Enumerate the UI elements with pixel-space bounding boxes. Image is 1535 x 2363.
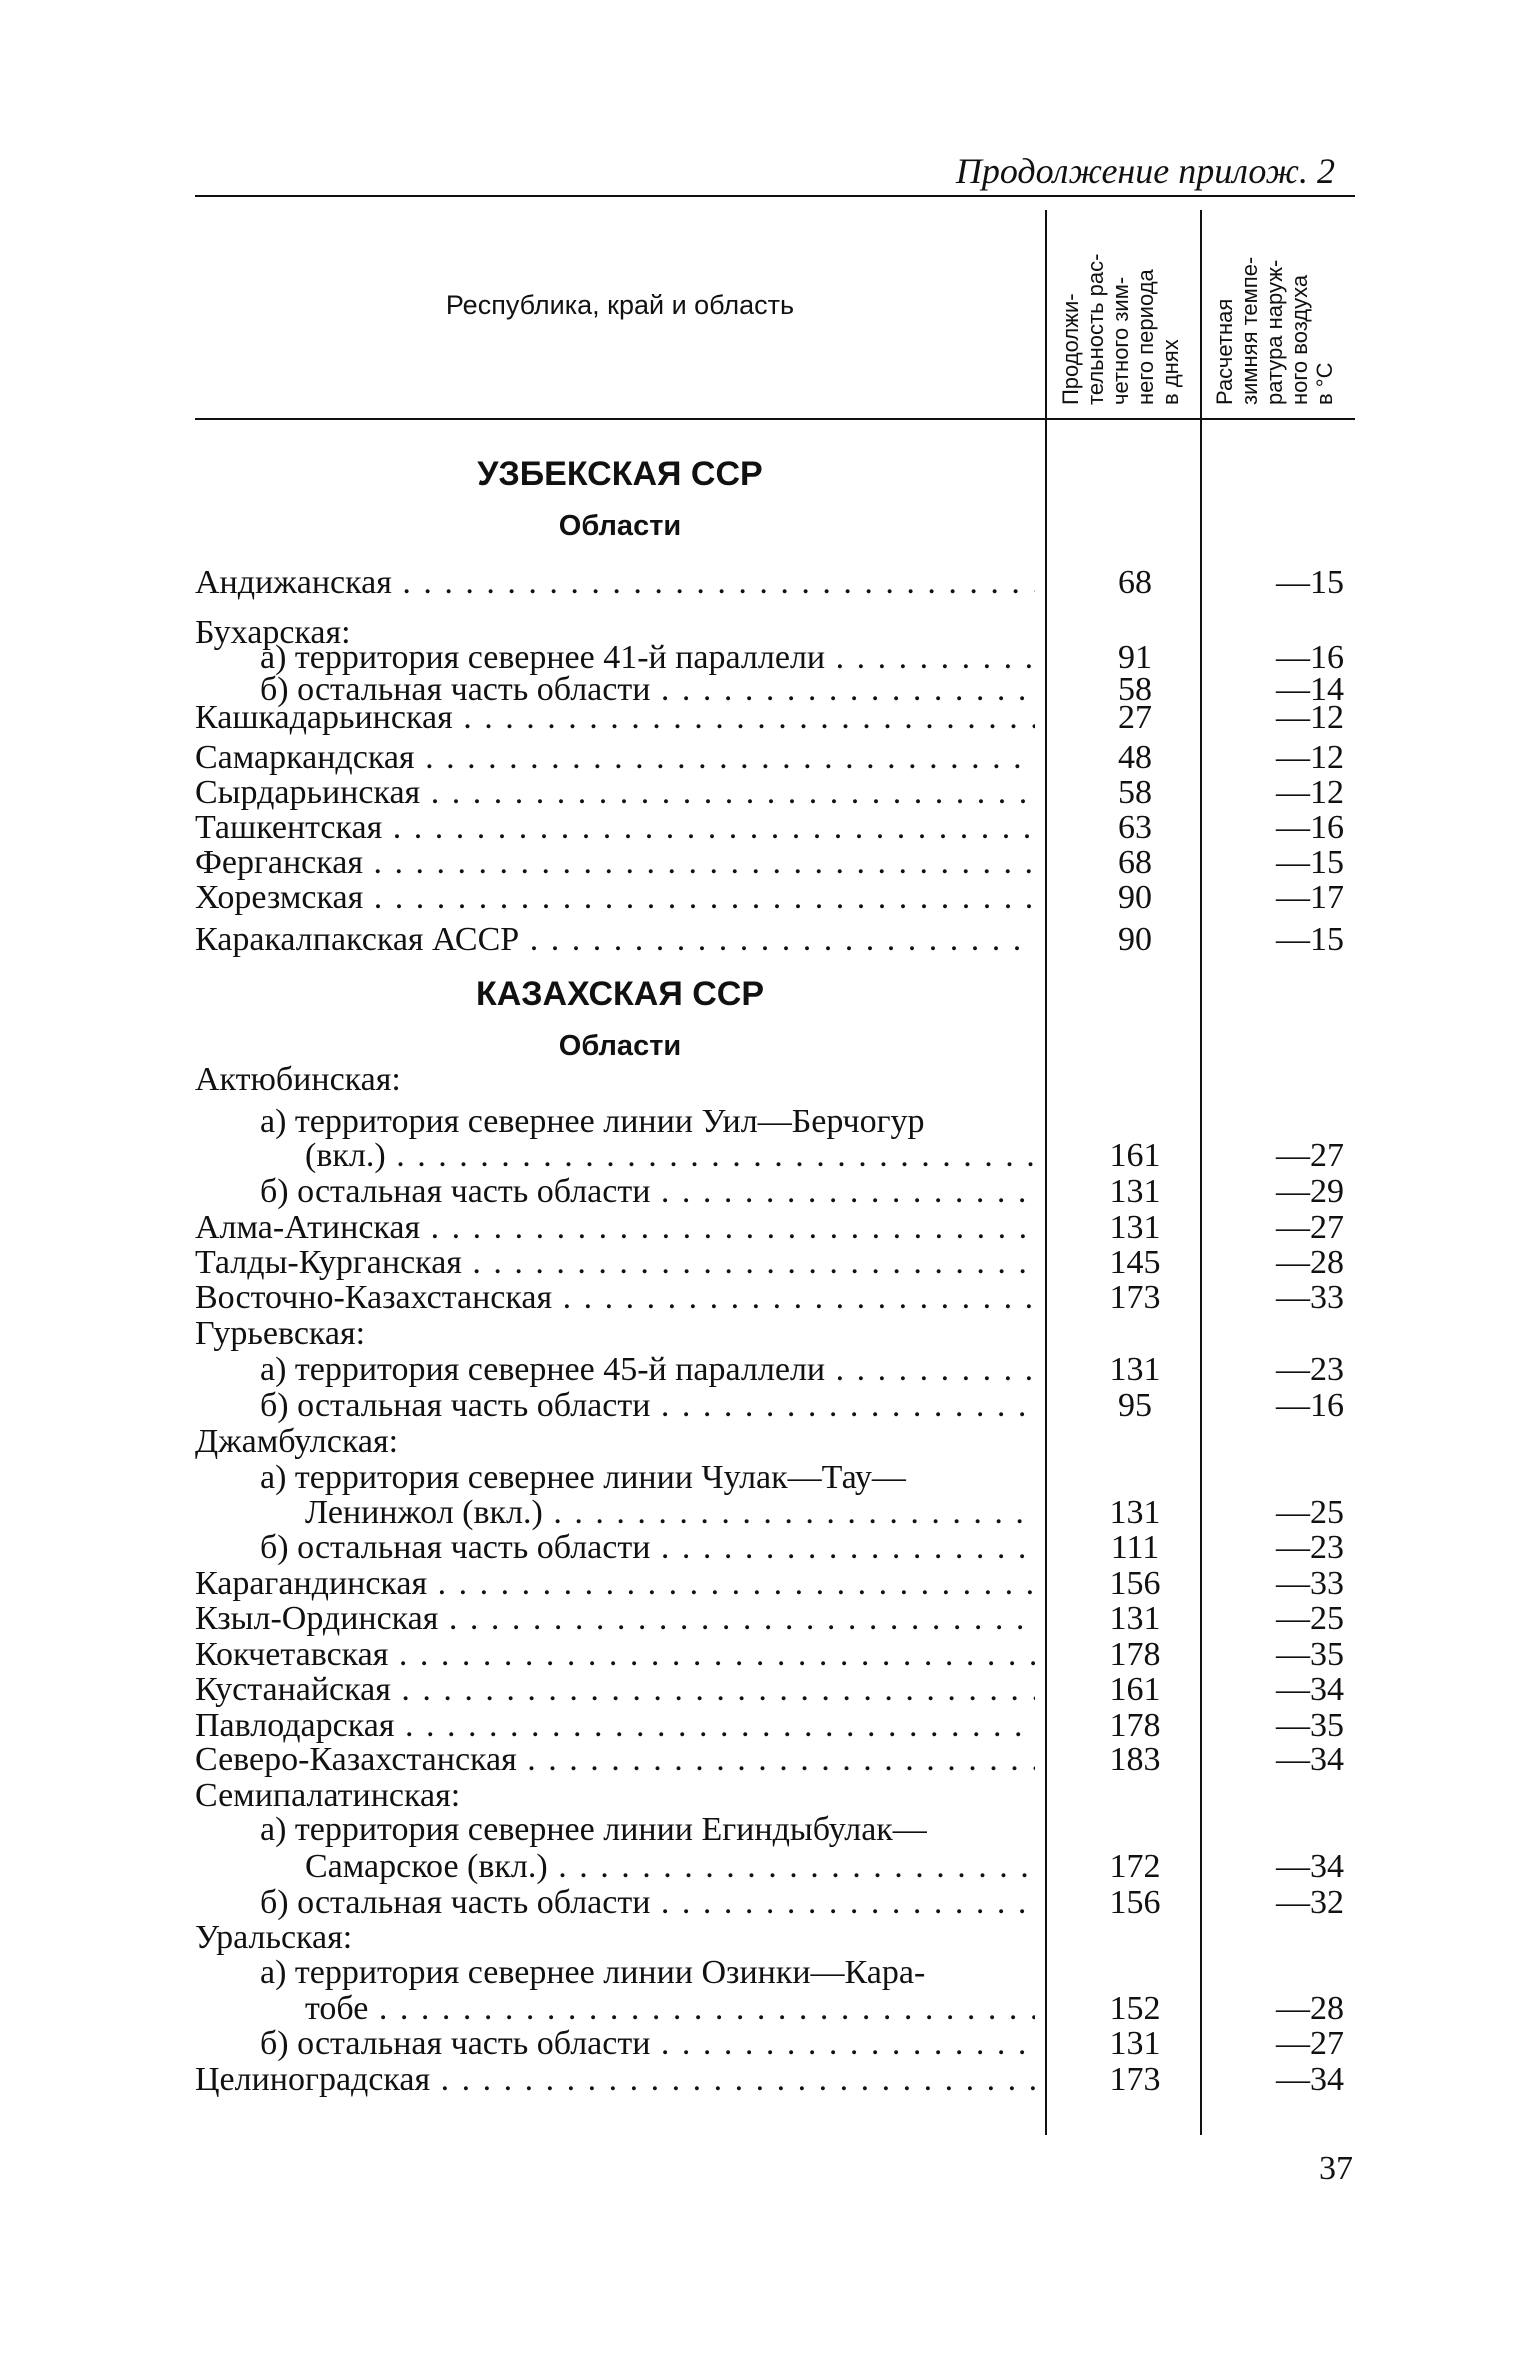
row-label: Ташкентская . . . [195,810,1035,846]
row-days: 173 [1109,2061,1161,2098]
row-temperature: —29 [1276,1173,1344,1210]
row-days: 156 [1109,1565,1161,1602]
region-column-header: Республика, край и область [445,290,795,320]
row-temperature: —27 [1276,1209,1344,1246]
row-days: 161 [1109,1671,1161,1708]
section-title-kazakh: КАЗАХСКАЯ ССР [475,975,765,1013]
row-label: б) остальная часть области . . . [260,2026,1035,2062]
row-days: 131 [1109,1351,1161,1388]
table-row: Джамбулская: [195,1423,399,1460]
row-label: Восточно-Казахстанская . . . [195,1280,1035,1316]
row-label: Андижанская . . . [195,565,1035,601]
table-row: а) территория севернее линии Егиндыбулак— [260,1811,927,1848]
row-days: 27 [1118,699,1152,736]
row-temperature: —25 [1276,1494,1344,1531]
table-row [195,1601,1345,1637]
table-row [195,845,1345,881]
row-temperature: —34 [1276,1671,1344,1708]
table-row: Семипалатинская: [195,1777,461,1814]
row-days: 58 [1118,774,1152,811]
row-label: Целиноградская . . . [195,2062,1035,2098]
table-row [195,1530,1345,1566]
row-temperature: —12 [1276,699,1344,736]
table-row [195,1672,1345,1708]
table-row [195,1245,1345,1281]
row-days: 95 [1118,1387,1152,1424]
table-row [195,740,1345,776]
row-days: 152 [1109,1990,1161,2027]
row-days: 68 [1118,844,1152,881]
table-row [195,1708,1345,1744]
row-label: а) территория севернее 41-й параллели . . . [260,640,1035,676]
row-temperature: —27 [1276,1137,1344,1174]
row-label: б) остальная часть области . . . [260,672,1035,708]
row-label: Кзыл-Ординская . . . [195,1601,1035,1637]
row-temperature: —34 [1276,1741,1344,1778]
row-days: 111 [1110,1529,1160,1566]
table-row [195,1885,1345,1921]
table-row [195,1352,1345,1388]
row-label: Каракалпакская АССР . . . [195,922,1035,958]
row-temperature: —23 [1276,1351,1344,1388]
table-row [195,1495,1345,1531]
row-days: 131 [1109,1600,1161,1637]
table-row: Актюбинская: [195,1061,401,1098]
row-temperature: —15 [1276,921,1344,958]
table-row: а) территория севернее линии Уил—Берчогур [260,1103,925,1140]
table-row [195,700,1345,736]
header-rule [195,418,1355,420]
table-row [195,1210,1345,1246]
row-label: б) остальная часть области . . . [260,1530,1035,1566]
row-temperature: —27 [1276,2025,1344,2062]
table-row: а) территория севернее линии Озинки—Кара- [260,1954,926,1991]
row-days: 63 [1118,809,1152,846]
days-column-header: Продолжи- тельность рас- четного зим- него периода в днях [1058,253,1183,405]
row-label: (вкл.) . . . [305,1138,1035,1174]
table-row [195,2026,1345,2062]
row-label: тобе . . . [305,1991,1035,2027]
table-row [195,775,1345,811]
temperature-column-header: Расчетная зимняя темпе- ратура наруж- ного воздуха в °С [1212,256,1337,405]
row-days: 156 [1109,1884,1161,1921]
table-row: Гурьевская: [195,1315,366,1352]
row-temperature: —35 [1276,1636,1344,1673]
section-title-uzbek: УЗБЕКСКАЯ ССР [477,455,763,493]
row-temperature: —17 [1276,879,1344,916]
row-label: б) остальная часть области . . . [260,1174,1035,1210]
row-days: 131 [1109,1209,1161,1246]
row-label: Павлодарская . . . [195,1708,1035,1744]
table-row [195,1138,1345,1174]
row-days: 68 [1118,564,1152,601]
table-row: Бухарская: [195,614,351,651]
table-row [195,1991,1345,2027]
table-row [195,1566,1345,1602]
row-temperature: —16 [1276,1387,1344,1424]
table-row [195,810,1345,846]
row-label: Кокчетавская . . . [195,1637,1035,1673]
section-subtitle-kazakh: Области [558,1030,682,1062]
row-days: 58 [1118,671,1152,708]
table-row [195,1280,1345,1316]
row-label: б) остальная часть области . . . [260,1388,1035,1424]
row-temperature: —12 [1276,774,1344,811]
row-days: 90 [1118,921,1152,958]
continuation-note: Продолжение прилож. 2 [955,151,1335,191]
row-temperature: —15 [1276,844,1344,881]
row-label: а) территория севернее 45-й параллели . . . [260,1352,1035,1388]
row-days: 91 [1118,639,1152,676]
table-row [195,640,1345,676]
top-rule [195,195,1355,197]
row-days: 48 [1118,739,1152,776]
row-label: Кашкадарьинская . . . [195,700,1035,736]
row-temperature: —28 [1276,1990,1344,2027]
row-label: Сырдарьинская . . . [195,775,1035,811]
row-temperature: —25 [1276,1600,1344,1637]
row-label: Алма-Атинская . . . [195,1210,1035,1246]
table-row: а) территория севернее линии Чулак—Тау— [260,1459,906,1496]
row-temperature: —35 [1276,1707,1344,1744]
row-temperature: —34 [1276,1848,1344,1885]
row-temperature: —14 [1276,671,1344,708]
table-row [195,1388,1345,1424]
row-days: 90 [1118,879,1152,916]
row-days: 131 [1109,1173,1161,1210]
row-days: 161 [1109,1137,1161,1174]
row-temperature: —16 [1276,639,1344,676]
row-label: Хорезмская . . . [195,880,1035,916]
row-label: Северо-Казахстанская . . . [195,1742,1035,1778]
row-temperature: —16 [1276,809,1344,846]
table-row [195,1742,1345,1778]
table-row [195,565,1345,601]
row-days: 173 [1109,1279,1161,1316]
row-label: Самарское (вкл.) . . . [305,1849,1035,1885]
row-days: 131 [1109,2025,1161,2062]
row-days: 178 [1109,1636,1161,1673]
row-temperature: —33 [1276,1565,1344,1602]
table-row [195,1637,1345,1673]
row-label: Карагандинская . . . [195,1566,1035,1602]
row-days: 145 [1109,1244,1161,1281]
table-row [195,1174,1345,1210]
row-temperature: —33 [1276,1279,1344,1316]
row-temperature: —23 [1276,1529,1344,1566]
row-days: 178 [1109,1707,1161,1744]
table-row [195,880,1345,916]
row-temperature: —34 [1276,2061,1344,2098]
row-days: 131 [1109,1494,1161,1531]
row-days: 172 [1109,1848,1161,1885]
row-label: б) остальная часть области . . . [260,1885,1035,1921]
row-temperature: —28 [1276,1244,1344,1281]
table-row: Уральская: [195,1919,353,1956]
row-label: Ферганская . . . [195,845,1035,881]
row-temperature: —32 [1276,1884,1344,1921]
table-row [195,1849,1345,1885]
row-temperature: —15 [1276,564,1344,601]
section-subtitle-uzbek: Области [558,510,682,542]
row-label: Талды-Курганская . . . [195,1245,1035,1281]
row-label: Ленинжол (вкл.) . . . [305,1495,1035,1531]
row-label: Кустанайская . . . [195,1672,1035,1708]
row-days: 183 [1109,1741,1161,1778]
row-temperature: —12 [1276,739,1344,776]
table-row [195,2062,1345,2098]
page-number: 37 [1319,2150,1353,2187]
row-label: Самаркандская . . . [195,740,1035,776]
table-row [195,922,1345,958]
